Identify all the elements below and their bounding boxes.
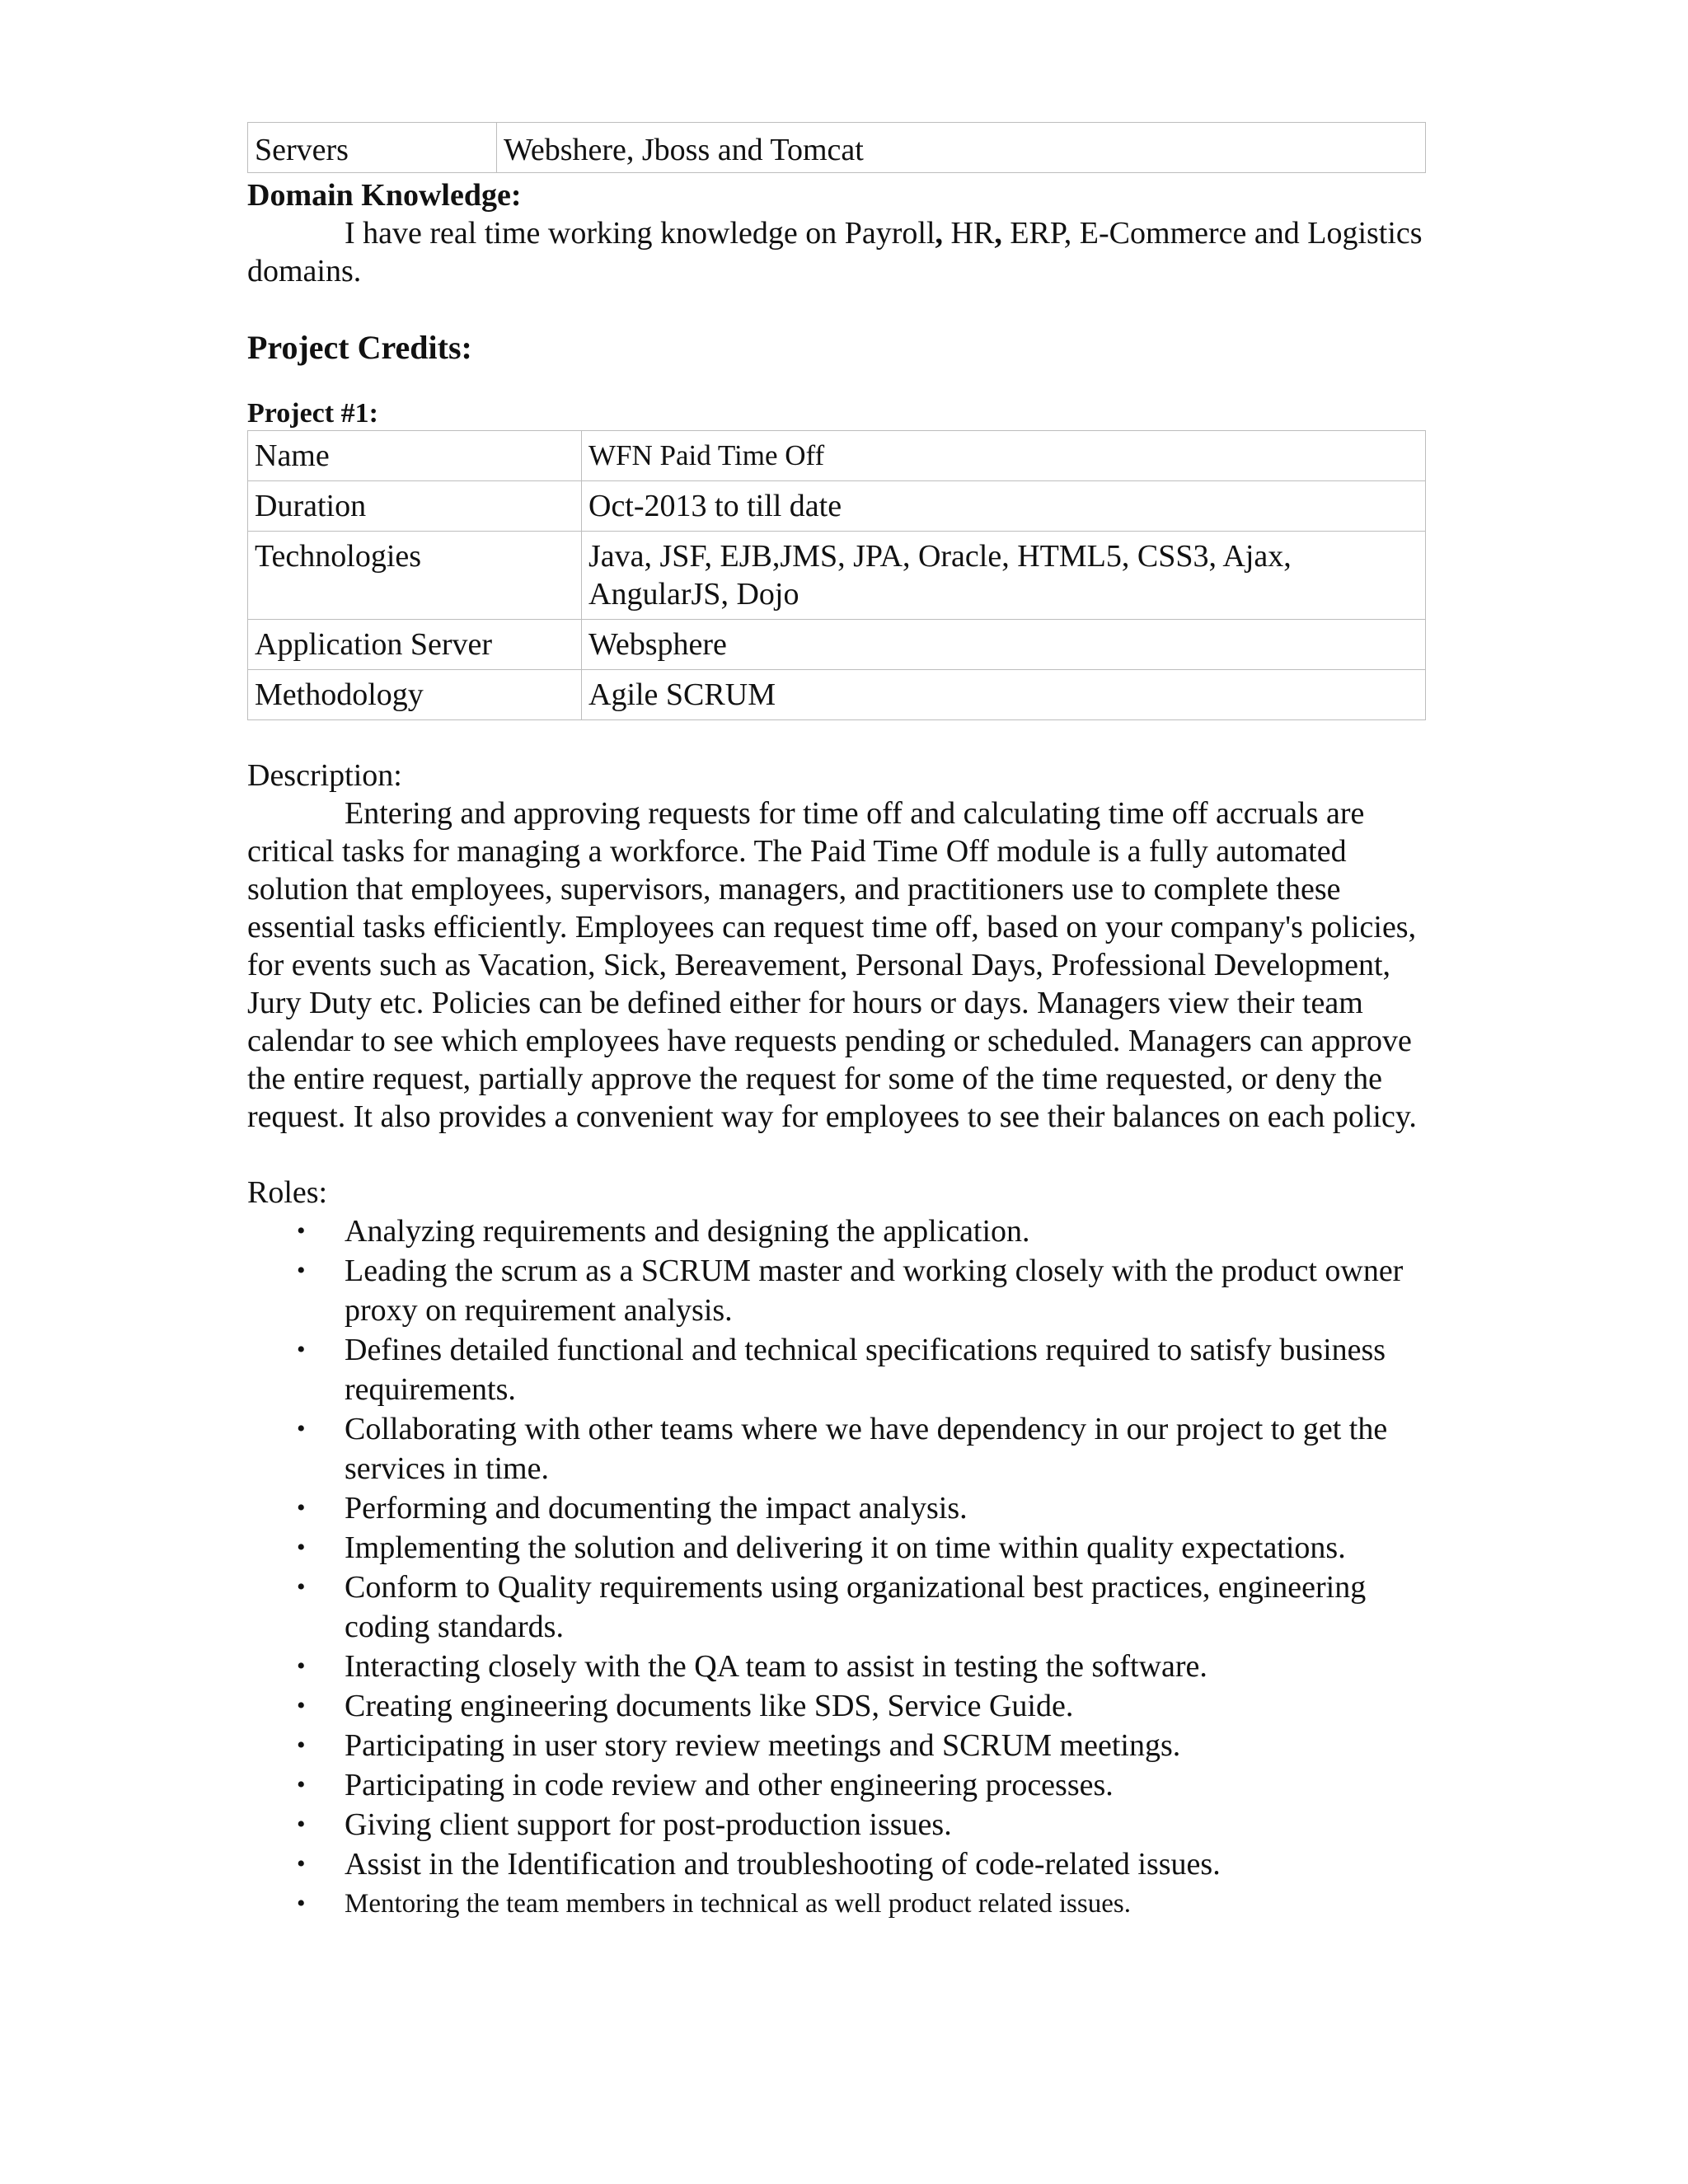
role-text: Defines detailed functional and technical specifications required to satisfy business requirements. <box>345 1333 1386 1407</box>
domain-knowledge-text <box>247 214 1426 290</box>
bullet-icon: • <box>297 1415 306 1442</box>
list-item <box>247 1212 1426 1251</box>
role-text: Interacting closely with the QA team to assist in testing the software. <box>345 1649 1207 1684</box>
role-text: Creating engineering documents like SDS, Service Guide. <box>345 1689 1074 1723</box>
domain-text-part: HR <box>943 216 995 251</box>
role-text: Collaborating with other teams where we have dependency in our project to get the services in time. <box>345 1412 1388 1486</box>
project-app-server-label: Application Server <box>248 620 582 670</box>
role-text: Conform to Quality requirements using organizational best practices, engineering coding standards. <box>345 1570 1367 1644</box>
list-item <box>247 1647 1426 1686</box>
project-1-heading: Project #1: <box>247 398 378 429</box>
servers-value: Webshere, Jboss and Tomcat <box>497 123 1426 173</box>
role-text: Assist in the Identification and troubleshooting of code-related issues. <box>345 1847 1221 1882</box>
table-row <box>248 123 1426 173</box>
project-credits-heading: Project Credits: <box>247 329 472 366</box>
roles-label: Roles: <box>247 1175 328 1210</box>
list-item <box>247 1528 1426 1568</box>
role-text: Giving client support for post-production issues. <box>345 1807 952 1842</box>
list-item <box>247 1686 1426 1726</box>
bullet-icon: • <box>297 1811 306 1838</box>
role-text: Mentoring the team members in technical as well product related issues. <box>345 1889 1131 1919</box>
bullet-icon: • <box>297 1217 306 1244</box>
project-methodology-label: Methodology <box>248 670 582 720</box>
list-item <box>247 1568 1426 1647</box>
project-methodology-value: Agile SCRUM <box>582 670 1426 720</box>
bullet-icon: • <box>297 1534 306 1561</box>
domain-text-part: I have real time working knowledge on Payroll <box>345 216 935 251</box>
table-row <box>248 670 1426 720</box>
role-text: Participating in code review and other engineering processes. <box>345 1768 1114 1802</box>
role-text: Performing and documenting the impact analysis. <box>345 1491 968 1526</box>
list-item <box>247 1765 1426 1805</box>
domain-separator: , <box>994 216 1002 251</box>
domain-separator: , <box>935 216 944 251</box>
bullet-icon: • <box>297 1732 306 1759</box>
list-item <box>247 1251 1426 1330</box>
bullet-icon: • <box>297 1494 306 1521</box>
table-row <box>248 532 1426 620</box>
list-item <box>247 1330 1426 1409</box>
role-text: Analyzing requirements and designing the application. <box>345 1214 1030 1249</box>
project-app-server-value: Websphere <box>582 620 1426 670</box>
resume-page <box>247 122 1426 1924</box>
bullet-icon: • <box>297 1692 306 1719</box>
list-item <box>247 1409 1426 1488</box>
bullet-icon: • <box>297 1890 306 1917</box>
bullet-icon: • <box>297 1336 306 1363</box>
list-item <box>247 1726 1426 1765</box>
role-text: Implementing the solution and delivering it on time within quality expectations. <box>345 1530 1346 1565</box>
bullet-icon: • <box>297 1573 306 1601</box>
project-1-table <box>247 430 1426 720</box>
bullet-icon: • <box>297 1257 306 1284</box>
description-label: Description: <box>247 758 402 793</box>
role-text: Participating in user story review meetings and SCRUM meetings. <box>345 1728 1181 1763</box>
project-duration-value: Oct-2013 to till date <box>582 481 1426 532</box>
domain-text-part: ERP, E-Commerce and Logistics domains. <box>247 216 1423 288</box>
list-item <box>247 1805 1426 1844</box>
table-row <box>248 481 1426 532</box>
description-text: Entering and approving requests for time off and calculating time off accruals are critical tasks for managing a workforce. The Paid Time Off module is a fully automated solution that employees, supervisors, managers, and practitioners use to complete these essential tasks efficiently. Employees can request time off, based on your company's policies, for events such as Vacation, Sick, Bereavement, Personal Days, Professional Development, Jury Duty etc. Policies can be defined either for hours or days. Managers view their team calendar to see which employees have requests pending or scheduled. Managers can approve the entire request, partially approve the request for some of the time requested, or deny the request. It also provides a convenient way for employees to see their balances on each policy. <box>247 796 1417 1134</box>
bullet-icon: • <box>297 1850 306 1877</box>
list-item <box>247 1884 1426 1924</box>
bullet-icon: • <box>297 1771 306 1798</box>
project-name-value: WFN Paid Time Off <box>582 431 1426 481</box>
servers-label: Servers <box>248 123 497 173</box>
bullet-icon: • <box>297 1652 306 1680</box>
project-technologies-label: Technologies <box>248 532 582 620</box>
table-row <box>248 431 1426 481</box>
list-item <box>247 1488 1426 1528</box>
table-row <box>248 620 1426 670</box>
servers-table <box>247 122 1426 173</box>
list-item <box>247 1844 1426 1884</box>
roles-list <box>247 1212 1426 1924</box>
project-name-label: Name <box>248 431 582 481</box>
domain-knowledge-heading: Domain Knowledge: <box>247 178 522 213</box>
project-technologies-value: Java, JSF, EJB,JMS, JPA, Oracle, HTML5, CSS3, Ajax, AngularJS, Dojo <box>582 532 1426 620</box>
project-duration-label: Duration <box>248 481 582 532</box>
role-text: Leading the scrum as a SCRUM master and working closely with the product owner proxy on requirement analysis. <box>345 1254 1404 1328</box>
